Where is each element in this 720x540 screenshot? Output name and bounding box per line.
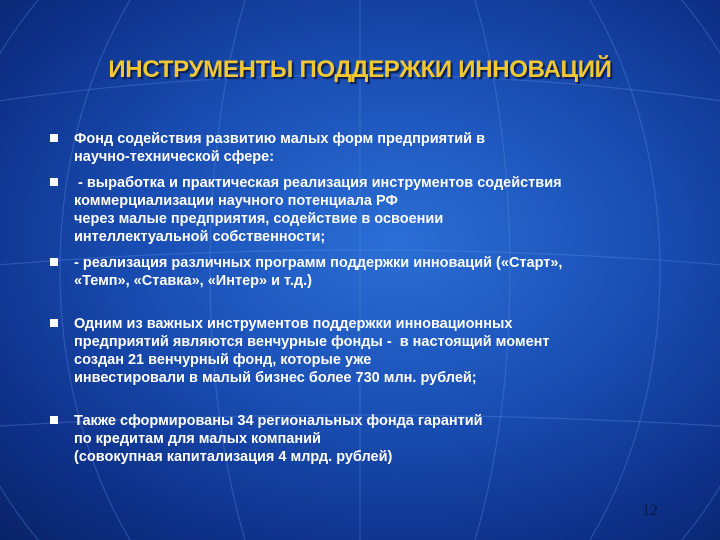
page-number: 12 xyxy=(642,502,658,519)
bullet-item xyxy=(50,174,690,246)
bullet-line: «Темп», «Ставка», «Интер» и т.д.) xyxy=(74,273,312,289)
square-bullet-icon xyxy=(50,178,58,186)
bullet-line: Одним из важных инструментов поддержки инновационных xyxy=(74,316,513,332)
square-bullet-icon xyxy=(50,416,58,424)
bullet-line: - реализация различных программ поддержки инноваций («Старт», xyxy=(74,255,563,271)
bullet-item xyxy=(50,412,690,466)
bullet-line: создан 21 венчурный фонд, которые уже xyxy=(74,352,372,368)
slide-title: ИНСТРУМЕНТЫ ПОДДЕРЖКИ ИННОВАЦИЙ xyxy=(108,56,612,83)
bullet-line: коммерциализации научного потенциала РФ xyxy=(74,193,398,209)
bullet-line: Также сформированы 34 региональных фонда гарантий xyxy=(74,413,483,429)
bullet-item xyxy=(50,315,690,387)
bullet-line: научно-технической сфере: xyxy=(74,149,275,165)
bullet-line: интеллектуальной собственности; xyxy=(74,229,326,245)
square-bullet-icon xyxy=(50,319,58,327)
square-bullet-icon xyxy=(50,258,58,266)
bullet-list xyxy=(50,130,690,474)
bullet-line: по кредитам для малых компаний xyxy=(74,431,321,447)
bullet-item xyxy=(50,254,690,290)
square-bullet-icon xyxy=(50,134,58,142)
bullet-line: Фонд содействия развитию малых форм предприятий в xyxy=(74,131,485,147)
bullet-item xyxy=(50,130,690,166)
bullet-line: инвестировали в малый бизнес более 730 млн. рублей; xyxy=(74,370,477,386)
bullet-line: через малые предприятия, содействие в освоении xyxy=(74,211,444,227)
bullet-line: (совокупная капитализация 4 млрд. рублей) xyxy=(74,449,393,465)
bullet-line: - выработка и практическая реализация инструментов содействия xyxy=(74,175,562,191)
bullet-line: предприятий являются венчурные фонды - в настоящий момент xyxy=(74,334,550,350)
